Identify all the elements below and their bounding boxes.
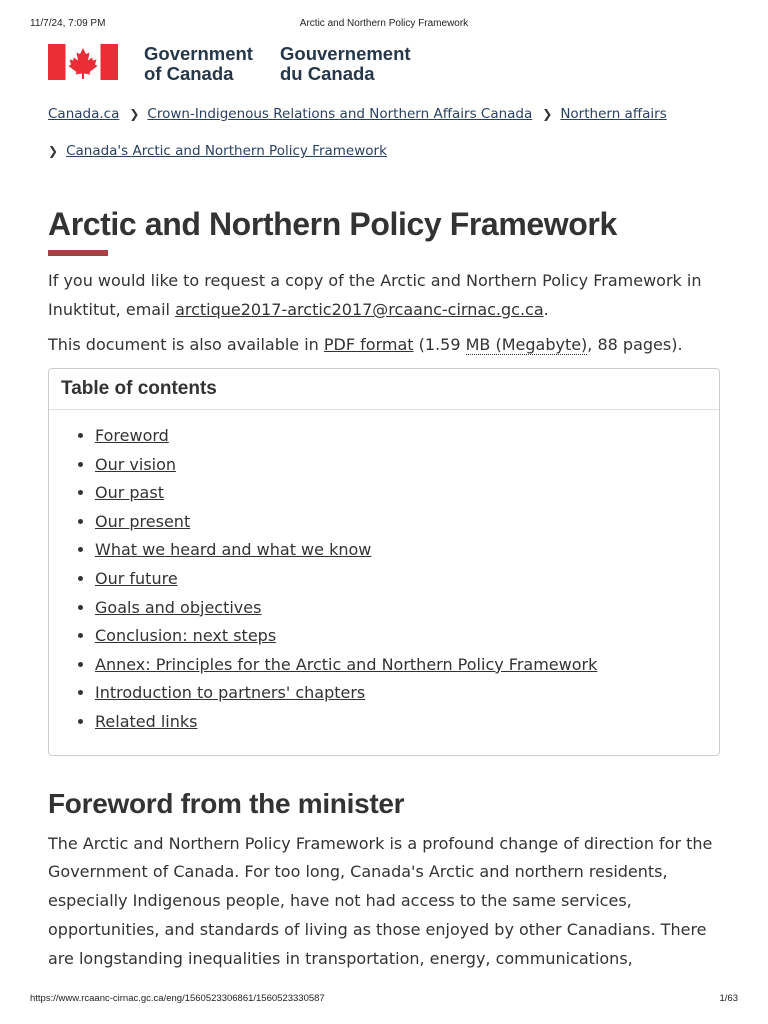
inuktitut-request-paragraph <box>48 266 720 324</box>
toc-item <box>95 565 719 594</box>
print-footer <box>30 993 738 1007</box>
toc-link-goals-objectives[interactable]: Goals and objectives <box>95 597 262 617</box>
toc-item <box>95 479 719 508</box>
wordmark-en-line1: Government <box>144 43 253 64</box>
wordmark-english[interactable] <box>144 44 253 84</box>
wordmark-french[interactable] <box>280 44 411 84</box>
print-page-number: 1/63 <box>719 993 738 1004</box>
toc-item <box>95 451 719 480</box>
toc-item <box>95 594 719 623</box>
page-title: Arctic and Northern Policy Framework <box>48 206 617 242</box>
foreword-paragraph: The Arctic and Northern Policy Framework is a profound change of direction for the Government of Canada. For too long, Canada's Arctic and northern residents, especially Indigenous people, have not had access to the same services, opportunities, and standards of living as those enjoyed by other Canadians. There are longstanding inequalities in transportation, energy, communications, <box>48 833 713 968</box>
foreword-heading: Foreword from the minister <box>48 787 405 819</box>
toc-link-foreword[interactable]: Foreword <box>95 426 169 445</box>
toc-link-our-future[interactable]: Our future <box>95 568 178 588</box>
megabyte-abbreviation: MB (Megabyte) <box>465 335 588 354</box>
inuktitut-request-text: If you would like to request a copy of the Arctic and Northern Policy Framework in Inuktitut, email <box>48 271 702 319</box>
toc-list <box>49 410 719 755</box>
email-link[interactable]: arctique2017-arctic2017@rcaanc-cirnac.gc.ca <box>175 300 544 319</box>
wordmark-fr-line1: Gouvernement <box>280 43 411 64</box>
print-page-title: Arctic and Northern Policy Framework <box>299 18 469 29</box>
print-header <box>30 18 738 32</box>
pdf-size-open: (1.59 <box>413 335 466 354</box>
toc-item <box>95 708 719 737</box>
toc-link-our-past[interactable]: Our past <box>95 483 164 503</box>
toc-item <box>95 422 719 451</box>
breadcrumb-link-policy-framework[interactable]: Canada's Arctic and Northern Policy Framework <box>66 143 387 159</box>
toc-link-annex-principles[interactable]: Annex: Principles for the Arctic and Northern Policy Framework <box>95 654 598 674</box>
print-url: https://www.rcaanc-cirnac.gc.ca/eng/1560523306861/1560523330587 <box>30 993 325 1004</box>
inuktitut-request-end: . <box>543 300 549 319</box>
toc-link-conclusion[interactable]: Conclusion: next steps <box>95 626 277 646</box>
canada-flag-icon <box>48 44 118 80</box>
toc-link-what-we-heard[interactable]: What we heard and what we know <box>95 540 372 560</box>
breadcrumb-link-northern-affairs[interactable]: Northern affairs <box>560 106 667 122</box>
table-of-contents <box>48 368 720 756</box>
toc-link-partners-chapters[interactable]: Introduction to partners' chapters <box>95 683 366 703</box>
breadcrumb-link-canada-ca[interactable]: Canada.ca <box>48 106 120 122</box>
wordmark-en-line2: of Canada <box>144 63 234 84</box>
toc-item <box>95 679 719 708</box>
toc-item <box>95 651 719 680</box>
toc-item <box>95 536 719 565</box>
chevron-right-icon: ❯ <box>48 144 59 158</box>
pdf-availability-paragraph <box>48 330 720 359</box>
breadcrumb-link-cirnac[interactable]: Crown-Indigenous Relations and Northern Affairs Canada <box>147 106 533 122</box>
chevron-right-icon: ❯ <box>129 107 140 121</box>
pdf-size-close: , 88 pages). <box>587 335 683 354</box>
toc-item <box>95 508 719 537</box>
breadcrumb-continued <box>48 142 728 160</box>
breadcrumb <box>48 105 728 123</box>
toc-heading: Table of contents <box>49 369 719 410</box>
wordmark-fr-line2: du Canada <box>280 63 375 84</box>
toc-item <box>95 622 719 651</box>
main-content <box>48 204 720 974</box>
print-datetime: 11/7/24, 7:09 PM <box>30 18 106 29</box>
toc-link-related-links[interactable]: Related links <box>95 711 198 731</box>
title-underline-accent <box>48 250 108 256</box>
pdf-format-link[interactable]: PDF format <box>323 335 414 354</box>
pdf-text: This document is also available in <box>48 335 324 354</box>
chevron-right-icon: ❯ <box>542 107 553 121</box>
toc-link-our-vision[interactable]: Our vision <box>95 454 177 474</box>
toc-link-our-present[interactable]: Our present <box>95 511 191 531</box>
